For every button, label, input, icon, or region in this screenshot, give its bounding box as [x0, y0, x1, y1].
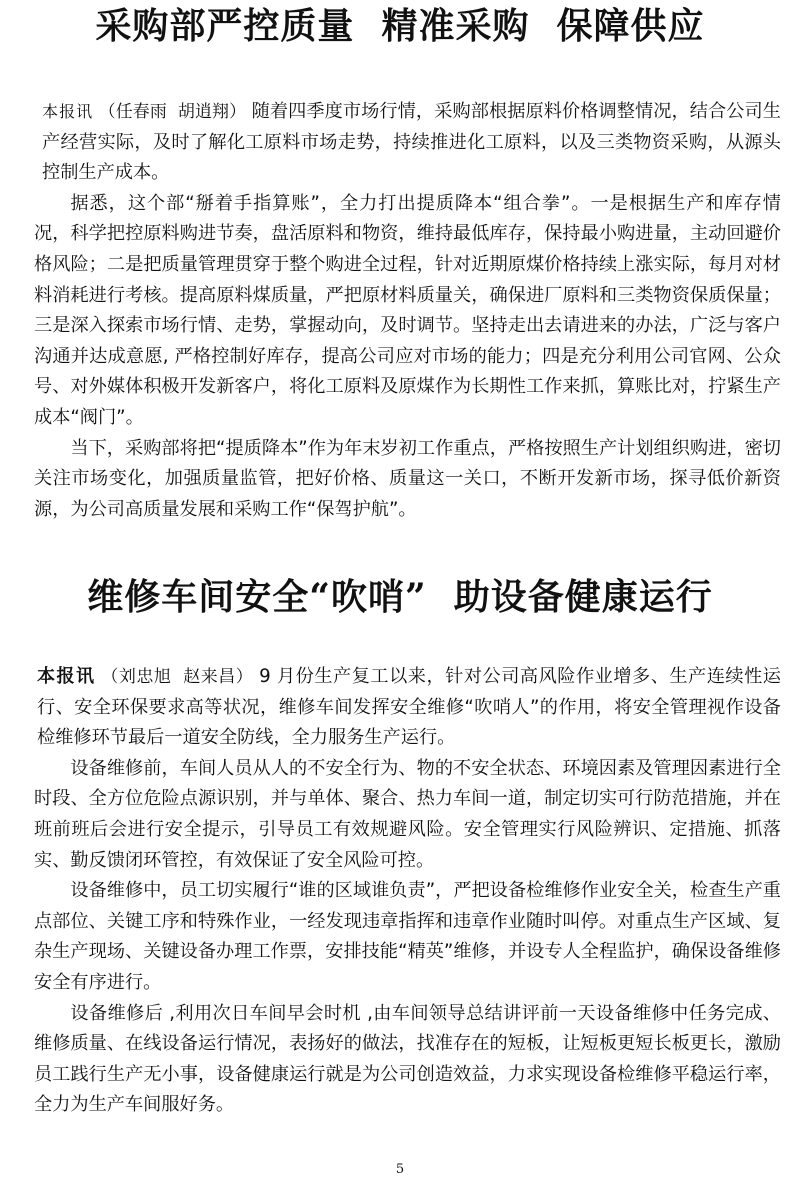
article-2-body [34, 662, 781, 1121]
article-2-lead-paragraph [34, 662, 781, 754]
article-2-headline: 维修车间安全“吹哨” 助设备健康运行 [87, 576, 713, 618]
article-2-paragraph-3: 设备维修中，员工切实履行“谁的区域谁负责”，严把设备检维修作业安全关，检查生产重点部位、关键工序和特殊作业，一经发现违章指挥和违章作业随时叫停。对重点生产区域、复杂生产现场、关键设备办理工作票，安排技能“精英”维修，并设专人全程监护，确保设备维修安全有序进行。 [34, 880, 781, 993]
article-2-lead-text: 9 月份生产复工以来，针对公司高风险作业增多、生产连续性运行、安全环保要求高等状况，维修车间发挥安全维修“吹哨人”的作用，将安全管理视作设备检维修环节最后一道安全防线，全力服务生产运行。 [37, 666, 781, 749]
page-number: 5 [395, 1162, 405, 1177]
article-1-body [34, 97, 781, 525]
article-1-byline: （任春雨 胡逍翔） [93, 102, 252, 122]
article-1-headline: 采购部严控质量 精准采购 保障供应 [95, 5, 705, 47]
article-2-paragraph-4: 设备维修后 ,利用次日车间早会时机 ,由车间领导总结讲评前一天设备维修中任务完成、维修质量、在线设备运行情况，表扬好的做法，找准存在的短板，让短板更短长板更长，激励员工践行生产无小事，设备健康运行就是为公司创造效益，力求实现设备检维修平稳运行率，全力为生产车间服好务。 [34, 1002, 781, 1116]
article-1-lead-paragraph [34, 97, 781, 189]
article-1-dateline-tag: 本报讯 [42, 102, 94, 121]
article-2-paragraph-2: 设备维修前，车间人员从人的不安全行为、物的不安全状态、环境因素及管理因素进行全时段、全方位危险点源识别，并与单体、聚合、热力车间一道，制定切实可行防范措施，并在班前班后会进行安全提示，引导员工有效规避风险。安全管理实行风险辨识、定措施、抓落实、勤反馈闭环管控，有效保证了安全风险可控。 [34, 757, 781, 871]
article-1-lead-text: 随着四季度市场行情，采购部根据原料价格调整情况，结合公司生产经营实际，及时了解化工原料市场走势，持续推进化工原料，以及三类物资采购，从源头控制生产成本。 [42, 101, 781, 184]
article-2-dateline-tag: 本报讯 [37, 666, 96, 687]
article-1-paragraph-2: 据悉，这个部“掰着手指算账”，全力打出提质降本“组合拳”。一是根据生产和库存情况，科学把控原料购进节奏，盘活原料和物资，维持最低库存，保持最小购进量，主动回避价格风险；二是把质量管理贯穿于整个购进全过程，针对近期原煤价格持续上涨实际，每月对材料消耗进行考核。提高原料煤质量，严把原材料质量关，确保进厂原料和三类物资保质保量；三是深入探索市场行情、走势，掌握动向，及时调节。坚持走出去请进来的办法，广泛与客户沟通并达成意愿, 严格控制好库存，提高公司应对市场的能力；四是充分利用公司官网、公众号、对外媒体积极开发新客户，将化工原料及原煤作为长期性工作来抓，算账比对，拧紧生产成本“阀门”。 [34, 192, 781, 428]
article-1-paragraph-3: 当下，采购部将把“提质降本”作为年末岁初工作重点，严格按照生产计划组织购进，密切关注市场变化，加强质量监管，把好价格、质量这一关口，不断开发新市场，探寻低价新资源，为公司高质量发展和采购工作“保驾护航”。 [34, 437, 781, 520]
article-2-byline: （刘忠旭 赵来昌） [95, 667, 260, 687]
